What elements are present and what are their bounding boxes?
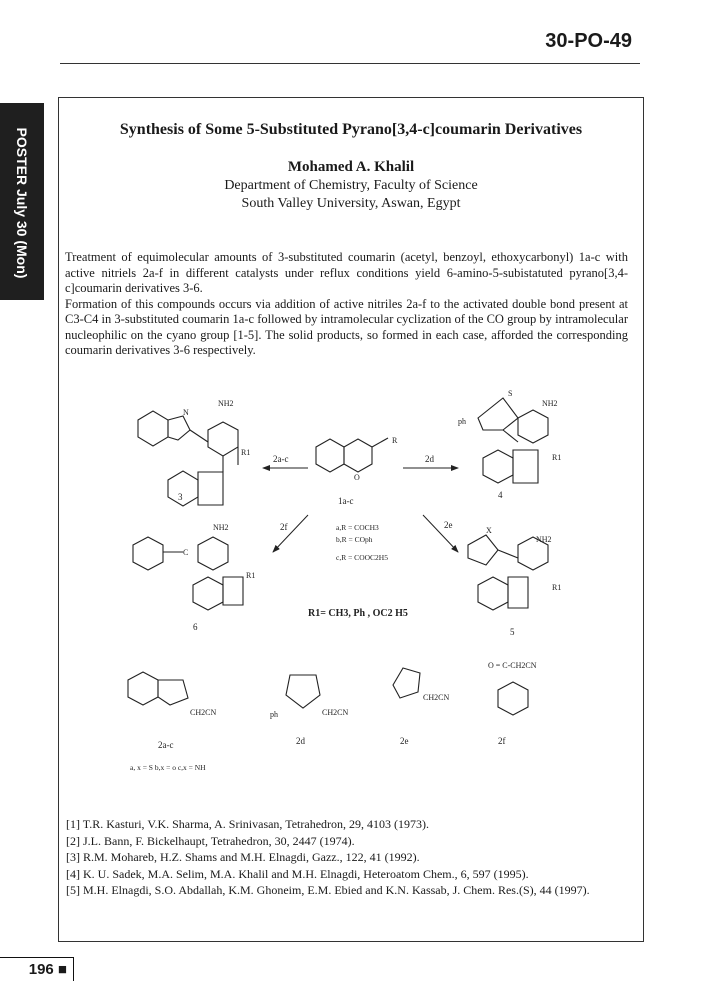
- substituent-c: c,R = COOC2H5: [336, 553, 388, 562]
- abstract-text: [65, 250, 628, 359]
- header-rule: [60, 63, 640, 64]
- references: [66, 816, 641, 899]
- abstract-paragraph: Formation of this compounds occurs via addition of active nitriles 2a-f to the activated double bond present at C3-C4 in 3-substituted coumarin 1a-c followed by intramolecular cyclization of the CO group by intramolecular nucleophilic on the cyano group [1-5]. The solid products, so formed in each case, afforded the corresponding coumarin derivatives 3-6 respectively.: [65, 296, 628, 357]
- reference-item: [5] M.H. Elnagdi, S.O. Abdallah, K.M. Ghoneim, E.M. Ebied and K.N. Kassab, J. Chem. Res.(S), 44 (1997).: [66, 883, 590, 897]
- structure-4: [478, 398, 548, 483]
- atom-r1: R1: [552, 583, 562, 592]
- x-note: a, x = S b,x = o c,x = NH: [130, 763, 206, 772]
- atom-ph: ph: [458, 417, 466, 426]
- atom-r1: R1: [241, 448, 251, 457]
- atom-r: R: [392, 436, 398, 445]
- reaction-scheme: [58, 380, 644, 810]
- substituent-a: a,R = COCH3: [336, 523, 379, 532]
- structure-1a-c: [316, 438, 388, 472]
- structure-2a-c: [128, 672, 188, 705]
- atom-ph: ph: [270, 710, 278, 719]
- atom-c: C: [183, 548, 189, 557]
- structure-2e: [393, 668, 420, 698]
- poster-code: 30-PO-49: [545, 30, 632, 52]
- arrow-label-to-4: 2d: [425, 454, 434, 464]
- arrow-label-to-6: 2f: [280, 522, 288, 532]
- compound-label-1a-c: 1a-c: [338, 496, 354, 506]
- structure-2d: [286, 675, 320, 708]
- structure-2f: [498, 682, 528, 715]
- side-tab-label: POSTER July 30 (Mon): [14, 127, 30, 279]
- structure-5: [468, 535, 548, 610]
- side-tab: [0, 103, 44, 300]
- compound-label-4: 4: [498, 490, 503, 500]
- atom-r1: R1: [246, 571, 256, 580]
- r1-note: R1= CH3, Ph , OC2 H5: [308, 608, 408, 619]
- atom-nh2: NH2: [213, 523, 229, 532]
- paper-author: Mohamed A. Khalil: [287, 159, 415, 175]
- atom-n: N: [183, 408, 189, 417]
- abstract-paragraph: Treatment of equimolecular amounts of 3-substituted coumarin (acetyl, benzoyl, ethoxycarbonyl) 1a-c with active nitriels 2a-f in different catalysts under reflux conditions yield 6-amino-5-subistatuted pyrano[3,4-c]coumarin derivatives 3-6.: [65, 250, 628, 295]
- compound-label-2e: 2e: [400, 736, 409, 746]
- compound-label-3: 3: [178, 492, 183, 502]
- paper-title: Synthesis of Some 5-Substituted Pyrano[3,4-c]coumarin Derivatives: [119, 121, 583, 138]
- structure-3: [138, 411, 238, 506]
- atom-ch2cn: CH2CN: [190, 708, 217, 717]
- page-number-text: 196: [28, 961, 54, 978]
- reference-item: [1] T.R. Kasturi, V.K. Sharma, A. Srinivasan, Tetrahedron, 29, 4103 (1973).: [66, 817, 430, 831]
- reference-item: [2] J.L. Bann, F. Bickelhaupt, Tetrahedron, 30, 2447 (1974).: [66, 833, 355, 848]
- substituent-b: b,R = COph: [336, 535, 373, 544]
- arrow-label-to-3: 2a-c: [273, 454, 289, 464]
- page-number: 196 ■: [0, 957, 74, 981]
- atom-ch2cn: CH2CN: [322, 708, 349, 717]
- affiliation-department: Department of Chemistry, Faculty of Science: [224, 178, 478, 193]
- atom-s: S: [508, 389, 513, 398]
- reference-item: [4] K. U. Sadek, M.A. Selim, M.A. Khalil and M.H. Elnagdi, Heteroatom Chem., 6, 597 (1995).: [66, 866, 529, 881]
- atom-ch2cn: CH2CN: [423, 693, 450, 702]
- compound-label-2d: 2d: [296, 736, 305, 746]
- reference-item: [3] R.M. Mohareb, H.Z. Shams and M.H. Elnagdi, Gazz., 122, 41 (1992).: [66, 850, 420, 864]
- arrow-to-5: [423, 515, 458, 552]
- compound-label-2f: 2f: [498, 736, 506, 746]
- atom-nh2: NH2: [218, 399, 234, 408]
- arrow-to-6: [273, 515, 308, 552]
- reagent-2f-formula: O = C-CH2CN: [488, 661, 537, 670]
- affiliation-university: South Valley University, Aswan, Egypt: [241, 196, 461, 211]
- atom-x: X: [486, 526, 492, 535]
- atom-r1: R1: [552, 453, 562, 462]
- atom-o: O: [354, 473, 360, 482]
- atom-nh2: NH2: [536, 535, 552, 544]
- arrow-label-to-5: 2e: [444, 520, 453, 530]
- atom-nh2: NH2: [542, 399, 558, 408]
- compound-label-2a-c: 2a-c: [158, 740, 174, 750]
- compound-label-5: 5: [510, 627, 515, 637]
- compound-label-6: 6: [193, 622, 198, 632]
